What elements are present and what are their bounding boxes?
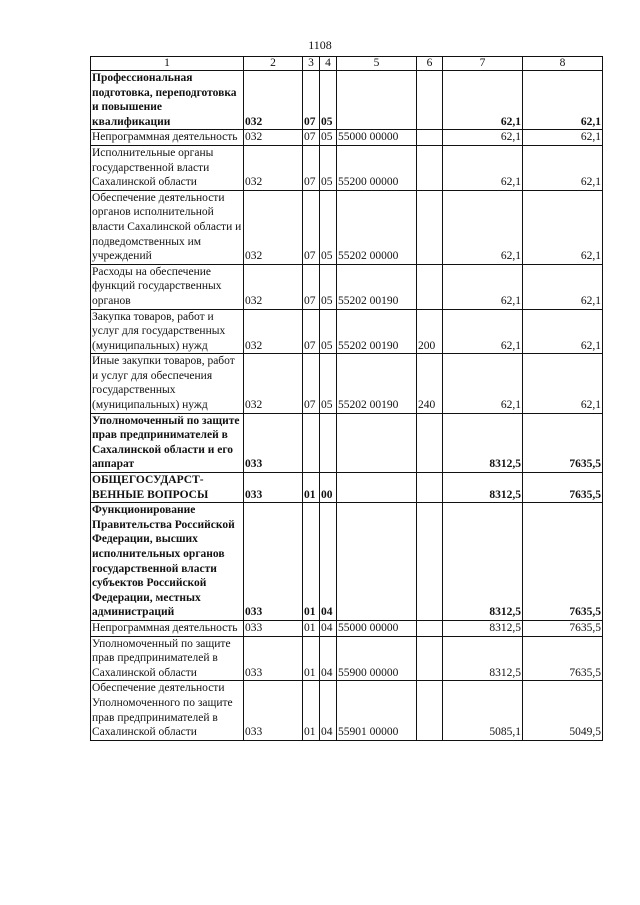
- row-target-article-cell: [337, 71, 417, 130]
- row-target-article-cell: 55202 00000: [337, 190, 417, 264]
- row-subsection-cell: 05: [320, 130, 337, 146]
- page-number: 1108: [308, 38, 332, 52]
- table-header-row: [91, 57, 603, 71]
- row-section-cell: 07: [303, 309, 320, 354]
- row-expense-type-cell: [417, 503, 443, 621]
- row-amount-2-cell: 7635,5: [523, 473, 603, 503]
- row-admin-code-cell: 032: [244, 264, 303, 309]
- row-subsection-cell: 05: [320, 190, 337, 264]
- row-amount-1-cell: 8312,5: [443, 503, 523, 621]
- row-name-cell: Непрограммная деятельность: [91, 620, 244, 636]
- table-row: [91, 503, 603, 621]
- column-header: 7: [443, 57, 523, 71]
- row-amount-2-cell: 62,1: [523, 354, 603, 413]
- row-amount-2-cell: 7635,5: [523, 413, 603, 472]
- row-subsection-cell: 04: [320, 620, 337, 636]
- row-subsection-cell: 05: [320, 264, 337, 309]
- row-subsection-cell: 05: [320, 354, 337, 413]
- row-amount-1-cell: 62,1: [443, 264, 523, 309]
- row-amount-2-cell: 7635,5: [523, 503, 603, 621]
- row-amount-1-cell: 62,1: [443, 130, 523, 146]
- row-name-cell: Непрограммная деятельность: [91, 130, 244, 146]
- row-amount-2-cell: 7635,5: [523, 636, 603, 681]
- row-target-article-cell: [337, 413, 417, 472]
- row-admin-code-cell: 032: [244, 354, 303, 413]
- row-section-cell: 01: [303, 681, 320, 740]
- row-subsection-cell: 04: [320, 503, 337, 621]
- row-admin-code-cell: 033: [244, 620, 303, 636]
- row-section-cell: 01: [303, 503, 320, 621]
- column-header: 5: [337, 57, 417, 71]
- row-expense-type-cell: [417, 620, 443, 636]
- row-target-article-cell: 55202 00190: [337, 264, 417, 309]
- row-subsection-cell: 05: [320, 309, 337, 354]
- row-subsection-cell: [320, 413, 337, 472]
- row-expense-type-cell: [417, 413, 443, 472]
- row-admin-code-cell: 032: [244, 190, 303, 264]
- table-row: [91, 264, 603, 309]
- table-row: [91, 636, 603, 681]
- row-subsection-cell: 05: [320, 71, 337, 130]
- column-header: 4: [320, 57, 337, 71]
- column-header: 8: [523, 57, 603, 71]
- row-amount-2-cell: 62,1: [523, 145, 603, 190]
- table-row: [91, 71, 603, 130]
- row-section-cell: 01: [303, 636, 320, 681]
- row-name-cell: ОБЩЕГОСУДАРСТ-ВЕННЫЕ ВОПРОСЫ: [91, 473, 244, 503]
- table-row: [91, 354, 603, 413]
- row-expense-type-cell: [417, 264, 443, 309]
- row-name-cell: Иные закупки товаров, работ и услуг для обеспечения государственных (муниципальных) нужд: [91, 354, 244, 413]
- row-amount-1-cell: 62,1: [443, 145, 523, 190]
- row-amount-1-cell: 5085,1: [443, 681, 523, 740]
- row-target-article-cell: 55900 00000: [337, 636, 417, 681]
- row-target-article-cell: 55202 00190: [337, 309, 417, 354]
- row-name-cell: Функционирование Правительства Российской Федерации, высших исполнительных органов государственной власти субъектов Российской Федерации, местных администраций: [91, 503, 244, 621]
- row-name-cell: Профессиональная подготовка, переподготовка и повышение квалификации: [91, 71, 244, 130]
- row-name-cell: Расходы на обеспечение функций государственных органов: [91, 264, 244, 309]
- row-expense-type-cell: [417, 636, 443, 681]
- row-target-article-cell: 55200 00000: [337, 145, 417, 190]
- table-row: [91, 309, 603, 354]
- row-amount-1-cell: 8312,5: [443, 413, 523, 472]
- row-section-cell: [303, 413, 320, 472]
- row-amount-2-cell: 62,1: [523, 264, 603, 309]
- row-expense-type-cell: [417, 473, 443, 503]
- row-amount-2-cell: 62,1: [523, 130, 603, 146]
- row-subsection-cell: 04: [320, 636, 337, 681]
- row-admin-code-cell: 033: [244, 503, 303, 621]
- row-amount-2-cell: 5049,5: [523, 681, 603, 740]
- table-body: [91, 57, 603, 741]
- row-admin-code-cell: 032: [244, 309, 303, 354]
- table-row: [91, 145, 603, 190]
- row-target-article-cell: 55202 00190: [337, 354, 417, 413]
- row-amount-2-cell: 62,1: [523, 190, 603, 264]
- row-expense-type-cell: [417, 130, 443, 146]
- row-name-cell: Уполномоченный по защите прав предпринимателей в Сахалинской области и его аппарат: [91, 413, 244, 472]
- row-admin-code-cell: 033: [244, 473, 303, 503]
- row-admin-code-cell: 033: [244, 636, 303, 681]
- row-name-cell: Обеспечение деятельности органов исполнительной власти Сахалинской области и подведомственных им учреждений: [91, 190, 244, 264]
- row-name-cell: Обеспечение деятельности Уполномоченного по защите прав предпринимателей в Сахалинской области: [91, 681, 244, 740]
- row-section-cell: 01: [303, 473, 320, 503]
- row-amount-1-cell: 62,1: [443, 71, 523, 130]
- row-section-cell: 07: [303, 264, 320, 309]
- row-subsection-cell: 05: [320, 145, 337, 190]
- row-admin-code-cell: 032: [244, 71, 303, 130]
- table-row: [91, 190, 603, 264]
- row-target-article-cell: 55901 00000: [337, 681, 417, 740]
- row-expense-type-cell: [417, 71, 443, 130]
- row-section-cell: 07: [303, 354, 320, 413]
- row-subsection-cell: 04: [320, 681, 337, 740]
- row-subsection-cell: 00: [320, 473, 337, 503]
- table-row: [91, 681, 603, 740]
- row-amount-1-cell: 62,1: [443, 190, 523, 264]
- row-amount-2-cell: 7635,5: [523, 620, 603, 636]
- row-admin-code-cell: 032: [244, 130, 303, 146]
- row-admin-code-cell: 032: [244, 145, 303, 190]
- row-amount-1-cell: 8312,5: [443, 473, 523, 503]
- column-header: 2: [244, 57, 303, 71]
- row-name-cell: Уполномоченный по защите прав предпринимателей в Сахалинской области: [91, 636, 244, 681]
- row-amount-2-cell: 62,1: [523, 309, 603, 354]
- column-header: 6: [417, 57, 443, 71]
- row-target-article-cell: 55000 00000: [337, 620, 417, 636]
- table-row: [91, 620, 603, 636]
- row-name-cell: Исполнительные органы государственной власти Сахалинской области: [91, 145, 244, 190]
- table-row: [91, 473, 603, 503]
- row-admin-code-cell: 033: [244, 413, 303, 472]
- row-target-article-cell: [337, 503, 417, 621]
- row-admin-code-cell: 033: [244, 681, 303, 740]
- column-header: 3: [303, 57, 320, 71]
- row-section-cell: 07: [303, 130, 320, 146]
- row-expense-type-cell: 200: [417, 309, 443, 354]
- row-expense-type-cell: 240: [417, 354, 443, 413]
- row-name-cell: Закупка товаров, работ и услуг для государственных (муниципальных) нужд: [91, 309, 244, 354]
- row-amount-1-cell: 8312,5: [443, 620, 523, 636]
- table-row: [91, 413, 603, 472]
- row-target-article-cell: 55000 00000: [337, 130, 417, 146]
- row-section-cell: 01: [303, 620, 320, 636]
- row-section-cell: 07: [303, 190, 320, 264]
- row-expense-type-cell: [417, 190, 443, 264]
- row-amount-1-cell: 62,1: [443, 354, 523, 413]
- row-expense-type-cell: [417, 145, 443, 190]
- row-expense-type-cell: [417, 681, 443, 740]
- row-section-cell: 07: [303, 71, 320, 130]
- budget-table: [90, 56, 603, 741]
- row-amount-1-cell: 8312,5: [443, 636, 523, 681]
- table-row: [91, 130, 603, 146]
- row-section-cell: 07: [303, 145, 320, 190]
- row-amount-2-cell: 62,1: [523, 71, 603, 130]
- row-amount-1-cell: 62,1: [443, 309, 523, 354]
- column-header: 1: [91, 57, 244, 71]
- row-target-article-cell: [337, 473, 417, 503]
